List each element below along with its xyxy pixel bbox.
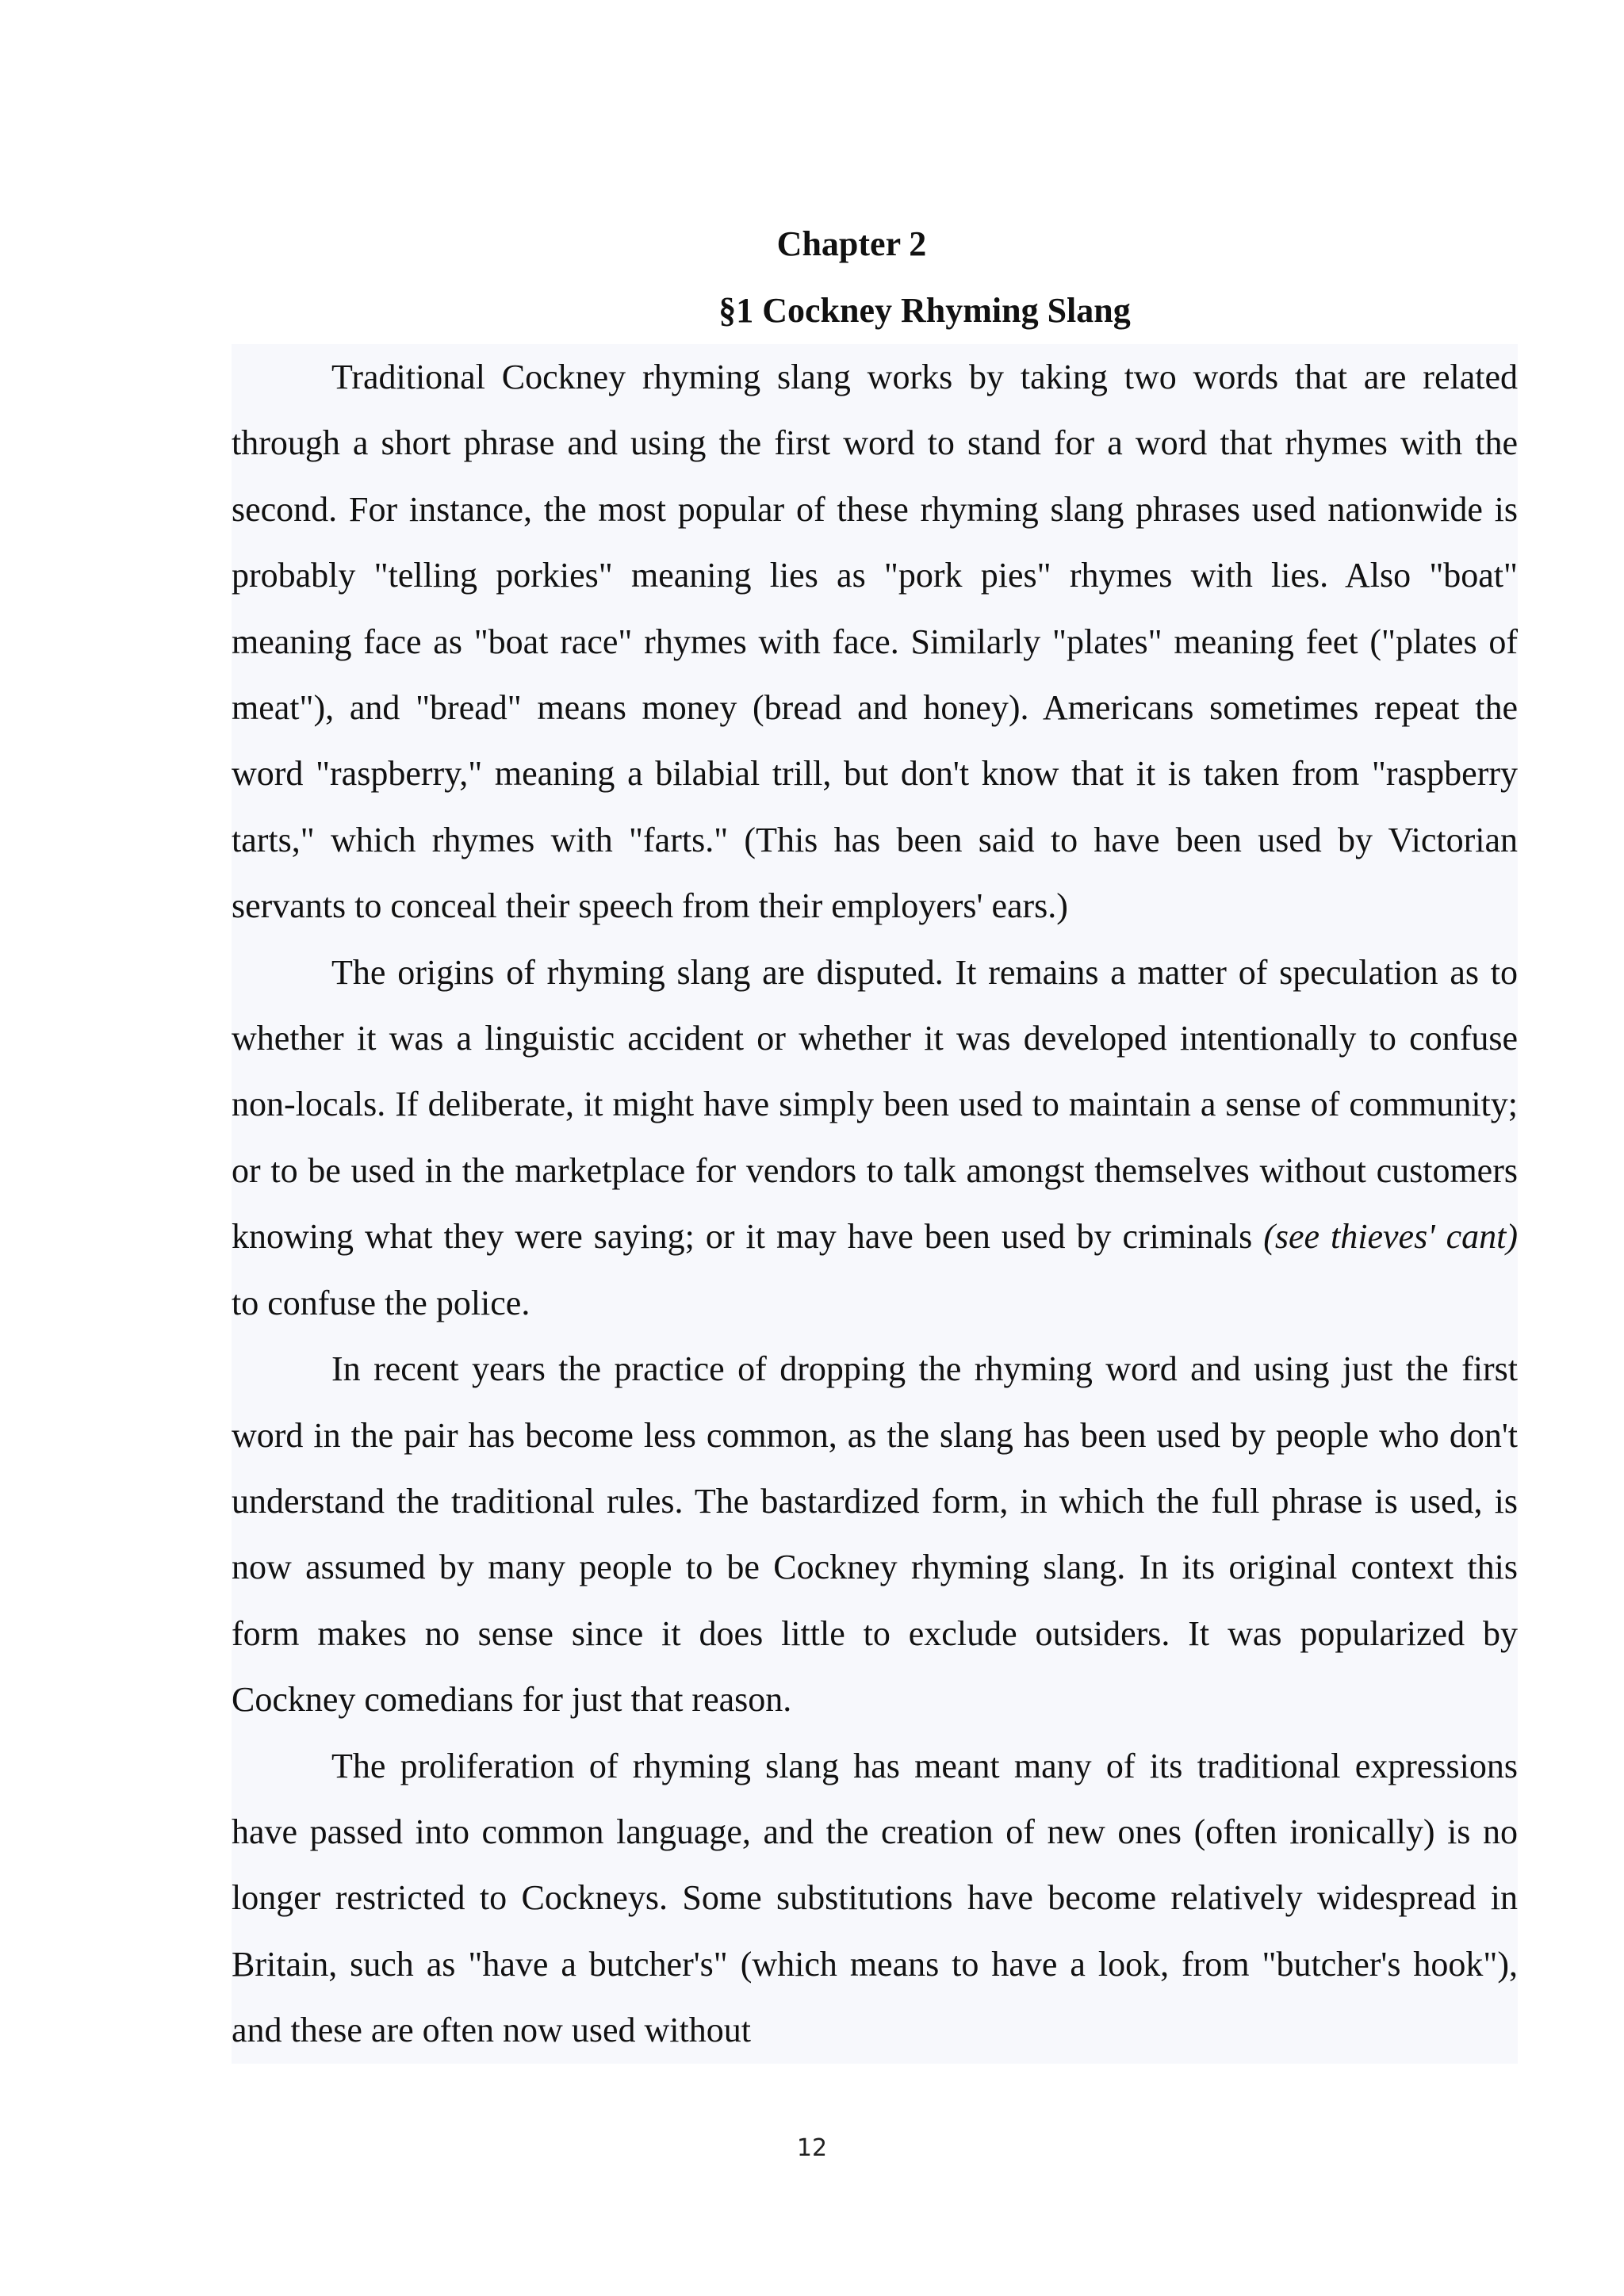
section-title: §1 Cockney Rhyming Slang: [718, 291, 1131, 330]
paragraph-1: Traditional Cockney rhyming slang works by taking two words that are related through a short phrase and using the first word to stand for a word that rhymes with the second. For instance, the most popular of these rhyming slang phrases used nationwide is probably "telling porkies" meaning lies as "pork pies" rhymes with lies. Also "boat" meaning face as "boat race" rhymes with face. Similarly "plates" meaning feet ("plates of meat"), and "bread" means money (bread and honey). Americans sometimes repeat the word "raspberry," meaning a bilabial trill, but don't know that it is taken from "raspberry tarts," which rhymes with "farts." (This has been said to have been used by Victorian servants to conceal their speech from their employers' ears.): [232, 358, 1518, 926]
paragraph-2: [232, 939, 1518, 1336]
paragraph-4: The proliferation of rhyming slang has meant many of its traditional expressions have passed into common language, and the creation of new ones (often ironically) is no longer restricted to Cockneys. Some substitutions have become relatively widespread in Britain, such as "have a butcher's" (which means to have a look, from "butcher's hook"), and these are often now used without: [232, 1746, 1518, 2050]
paragraph-2-text-before: The origins of rhyming slang are disputed. It remains a matter of speculation as to whether it was a linguistic accident or whether it was developed intentionally to confuse non-locals. If deliberate, it might have simply been used to maintain a sense of community; or to be used in the marketplace for vendors to talk amongst themselves without customers knowing what they were saying; or it may have been used by criminals: [232, 952, 1518, 1257]
chapter-title: Chapter 2: [776, 224, 927, 263]
body-text: [232, 344, 1518, 2064]
paragraph-2-italic-reference: (see thieves' cant): [1263, 1217, 1519, 1257]
paragraph-2-text-after: to confuse the police.: [232, 1283, 530, 1322]
page-number: 12: [796, 2134, 828, 2162]
paragraph-3: In recent years the practice of dropping the rhyming word and using just the first word in the pair has become less common, as the slang has been used by people who don't understand the traditional rules. The bastardized form, in which the full phrase is used, is now assumed by many people to be Cockney rhyming slang. In its original context this form makes no sense since it does little to exclude outsiders. It was popularized by Cockney comedians for just that reason.: [232, 1349, 1518, 1720]
